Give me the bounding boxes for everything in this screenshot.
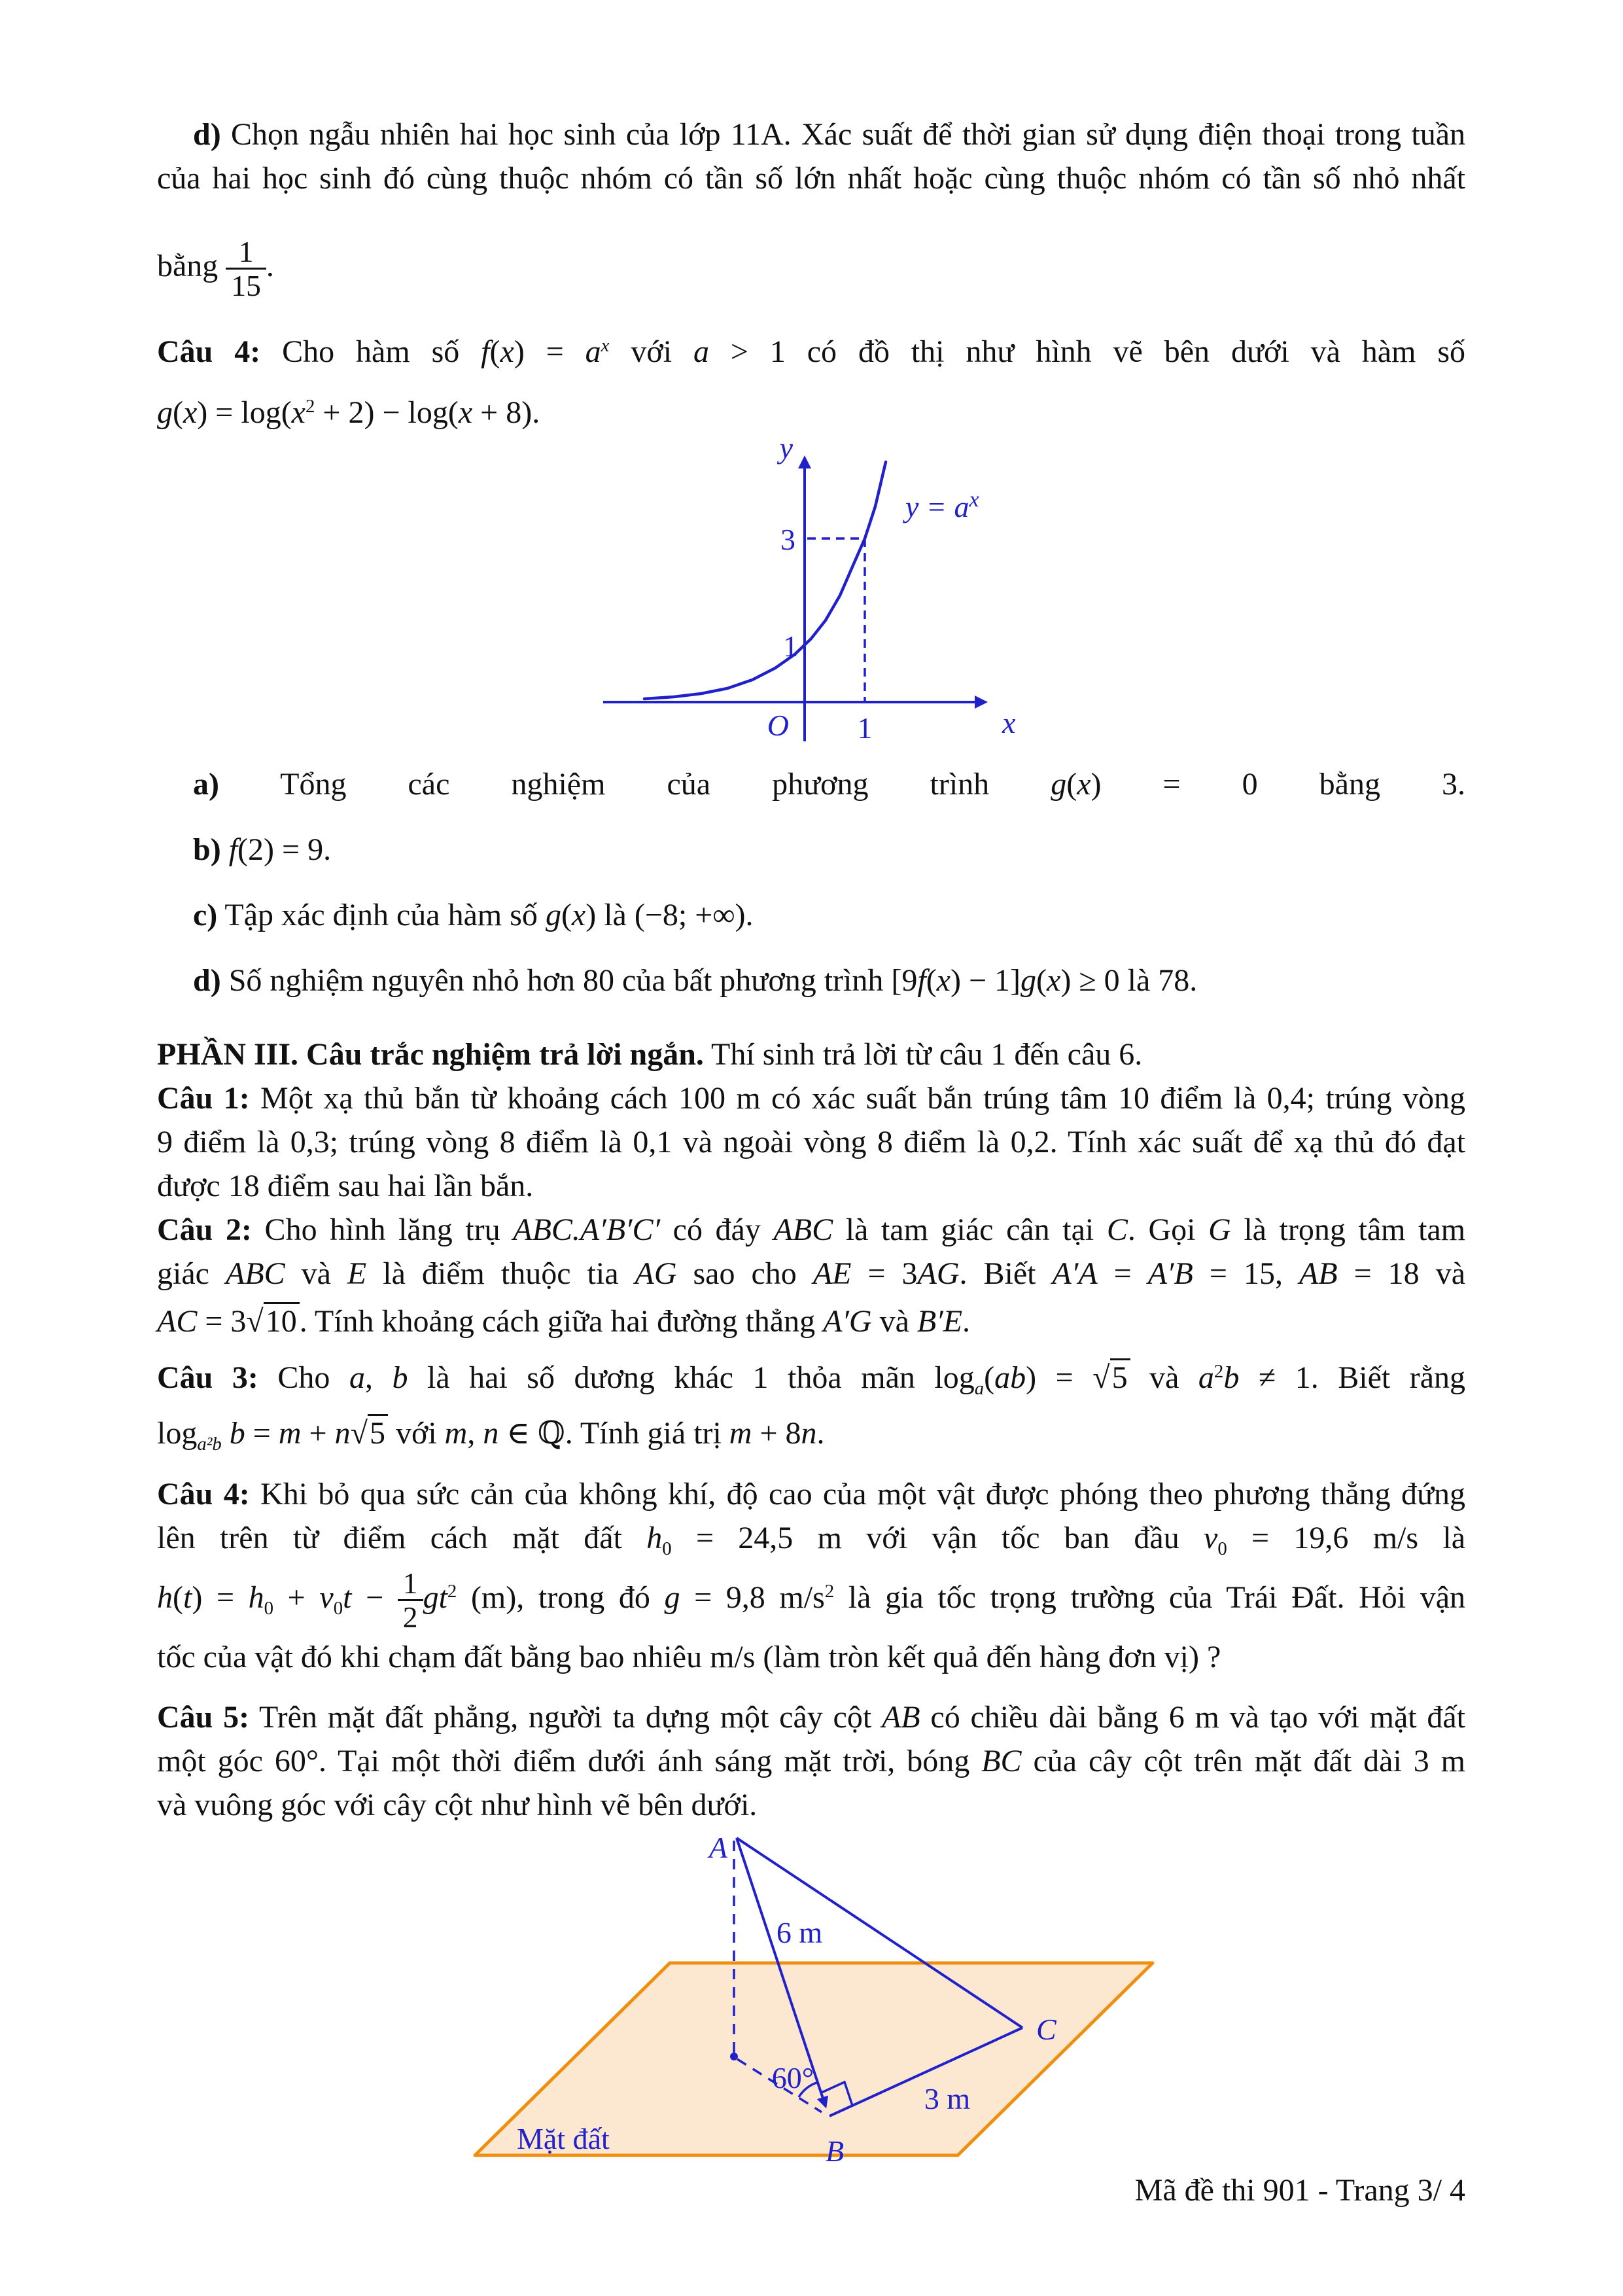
text-segment: 2	[305, 396, 315, 417]
item-a	[157, 759, 1465, 810]
text-segment: g	[1021, 963, 1037, 998]
square-root: √5	[351, 1414, 388, 1451]
text-segment: + 8).	[472, 395, 540, 430]
text-segment: Thí sinh trả lời từ câu 1 đến câu 6.	[703, 1037, 1143, 1072]
curve-equation-label	[903, 487, 979, 523]
item-c	[157, 890, 1465, 941]
text-segment: Khi bỏ qua sức cản của không khí, độ cao của một vật được phóng theo phương thẳng đứng	[249, 1477, 1465, 1511]
text-segment: A′A	[1052, 1256, 1098, 1291]
text-segment: h	[157, 1580, 173, 1615]
text-segment: h	[646, 1521, 663, 1555]
text-segment: có chiều dài bằng 6 m và tạo với mặt đất	[920, 1700, 1466, 1735]
text-segment: 0	[264, 1598, 274, 1619]
cau3-line-1	[157, 1352, 1465, 1404]
text-segment: n	[801, 1416, 817, 1451]
text-segment: x	[500, 334, 514, 369]
text-segment: và	[285, 1256, 347, 1291]
cau1-line-1	[157, 1076, 1465, 1120]
text-segment: x	[183, 395, 198, 430]
text-segment: b	[1223, 1360, 1240, 1395]
curve-equation-exponent: x	[969, 487, 979, 512]
text-segment: Chọn ngẫu nhiên hai học sinh của lớp 11A. Xác suất để thời gian sử dụng điện thoại trong tuần	[220, 117, 1465, 152]
text-segment: là điểm thuộc tia	[366, 1256, 635, 1291]
text-segment: d)	[193, 117, 221, 152]
y-axis-label: y	[779, 431, 793, 465]
text-segment: h	[248, 1580, 264, 1615]
text-segment: + 8	[752, 1416, 801, 1451]
text-segment: b	[392, 1360, 408, 1395]
text-segment: (	[1066, 767, 1077, 802]
text-segment: tốc của vật đó khi chạm đất bằng bao nhiêu m/s (làm tròn kết quả đến hàng đơn vị) ?	[157, 1640, 1221, 1674]
text-segment	[221, 832, 229, 867]
text-segment: gt	[423, 1580, 447, 1615]
exponential-curve	[644, 462, 886, 699]
text-segment: .	[816, 1416, 825, 1451]
text-segment: a	[1198, 1360, 1214, 1395]
text-segment: ) − 1]	[950, 963, 1021, 998]
text-segment: a	[349, 1360, 365, 1395]
text-segment: C	[1106, 1212, 1128, 1247]
point-C-label: C	[1036, 2013, 1056, 2046]
text-segment: của hai học sinh đó cùng thuộc nhóm có tần số lớn nhất hoặc cùng thuộc nhóm có tần số nhỏ nhất	[157, 161, 1465, 196]
text-segment: −	[351, 1580, 398, 1615]
text-segment: sao cho	[676, 1256, 813, 1291]
text-segment: G	[1208, 1212, 1231, 1247]
text-segment: A′G	[823, 1304, 872, 1339]
text-segment: f	[917, 963, 926, 998]
text-segment: b)	[193, 832, 221, 867]
text-segment: ) =	[192, 1580, 249, 1615]
cau4-part2-line-1	[157, 326, 1465, 378]
text-segment: (	[1036, 963, 1047, 998]
text-segment: Tập xác định của hàm số	[217, 898, 546, 932]
text-segment: ) = 0 bằng 3.	[1091, 767, 1465, 802]
text-segment: x	[571, 898, 586, 932]
cau4-line-3	[157, 1560, 1465, 1635]
text-segment: ) là (−8; +∞).	[585, 898, 754, 932]
text-segment: g	[664, 1580, 680, 1615]
fraction	[398, 1567, 423, 1633]
text-segment: = 3	[197, 1304, 247, 1339]
text-segment: (	[173, 395, 183, 430]
text-segment: B′E	[916, 1304, 963, 1339]
text-segment: 2	[447, 1581, 457, 1602]
cau1-line-3	[157, 1164, 1465, 1208]
text-segment: 0	[333, 1598, 343, 1619]
text-segment: a²b	[197, 1434, 222, 1455]
point-A-label: A	[708, 1831, 727, 1864]
text-segment: và	[1130, 1360, 1198, 1395]
text-segment: x	[601, 335, 610, 357]
text-segment: a	[974, 1378, 985, 1400]
text-segment: (	[926, 963, 937, 998]
text-segment: v	[319, 1580, 334, 1615]
text-segment: AB	[881, 1700, 920, 1735]
text-segment: Câu 4:	[157, 334, 261, 369]
cau2-line-3	[157, 1296, 1465, 1348]
text-segment: AB	[1299, 1256, 1338, 1291]
text-segment: d)	[193, 963, 221, 998]
text-segment: m	[444, 1416, 468, 1451]
text-segment: ,	[364, 1360, 393, 1395]
ground-label: Mặt đất	[517, 2122, 610, 2155]
text-segment: log	[157, 1416, 198, 1451]
text-segment: .	[266, 249, 274, 283]
text-segment: AG	[917, 1256, 960, 1291]
text-segment: = 19,6 m/s là	[1227, 1521, 1466, 1555]
text-segment: AE	[812, 1256, 852, 1291]
text-segment: của cây cột trên mặt đất dài 3 m	[1021, 1744, 1466, 1778]
statement-d-line-2	[157, 156, 1465, 200]
cau5-line-3	[157, 1783, 1465, 1827]
cau3-line-2	[157, 1404, 1465, 1463]
text-segment: a	[693, 334, 709, 369]
text-segment: với	[609, 334, 693, 369]
text-segment: Cho hàm số	[260, 334, 481, 369]
text-segment: AG	[635, 1256, 677, 1291]
fraction	[226, 236, 266, 302]
length-BC-label: 3 m	[924, 2082, 971, 2115]
text-segment: ≠ 1. Biết rằng	[1239, 1360, 1466, 1395]
text-segment: Câu 4:	[157, 1477, 250, 1511]
text-segment: là hai số dương khác 1 thỏa mãn log	[408, 1360, 975, 1395]
text-segment: Câu 3:	[157, 1360, 258, 1395]
text-segment: t	[183, 1580, 192, 1615]
cau4-line-2	[157, 1516, 1465, 1560]
text-segment: với	[387, 1416, 445, 1451]
text-segment: có đáy	[660, 1212, 774, 1247]
text-segment: BC	[981, 1744, 1022, 1778]
origin-label: O	[767, 709, 789, 742]
text-segment: ABC	[773, 1212, 833, 1247]
text-segment: b	[229, 1416, 245, 1451]
fraction-denominator: 2	[402, 1600, 418, 1634]
text-segment: . Biết	[959, 1256, 1053, 1291]
point-B-label: B	[825, 2134, 845, 2168]
text-segment: =	[1097, 1256, 1148, 1291]
text-segment: giác	[157, 1256, 226, 1291]
text-segment: = 15,	[1193, 1256, 1299, 1291]
item-b	[157, 824, 1465, 875]
text-segment: = 24,5 m với vận tốc ban đầu	[671, 1521, 1204, 1555]
text-segment: ABC.A′B′C′	[513, 1212, 661, 1247]
text-segment: một góc 60°. Tại một thời điểm dưới ánh sáng mặt trời, bóng	[157, 1744, 982, 1778]
text-segment: 2	[1213, 1361, 1224, 1383]
text-segment: là tam giác cân tại	[833, 1212, 1107, 1247]
pole-shadow-figure	[445, 1823, 1178, 2170]
text-segment: v	[1204, 1521, 1218, 1555]
text-segment: ab	[994, 1360, 1026, 1395]
foot-point	[730, 2053, 738, 2060]
text-segment: f	[228, 832, 238, 867]
cau5-line-1	[157, 1695, 1465, 1739]
text-segment: Một xạ thủ bắn từ khoảng cách 100 m có xác suất bắn trúng tâm 10 điểm là 0,4; trúng vòng	[249, 1081, 1466, 1116]
exponential-function-graph	[589, 431, 1047, 751]
text-segment: E	[347, 1256, 367, 1291]
text-segment: c)	[193, 898, 218, 932]
text-segment: (	[561, 898, 572, 932]
text-segment: là gia tốc trọng trường của Trái Đất. Hỏi vận	[834, 1580, 1466, 1615]
text-segment: + 2) − log(	[315, 395, 459, 430]
curve-equation-base: y = a	[905, 490, 969, 523]
text-segment: bằng	[157, 249, 226, 283]
text-segment: = 18 và	[1337, 1256, 1465, 1291]
text-segment: m	[278, 1416, 302, 1451]
text-segment: x	[1047, 963, 1061, 998]
text-segment: 9 điểm là 0,3; trúng vòng 8 điểm là 0,1 và ngoài vòng 8 điểm là 0,2. Tính xác suất để xạ thủ đó đạt	[157, 1125, 1465, 1159]
text-segment: (	[984, 1360, 995, 1395]
text-segment: +	[301, 1416, 335, 1451]
text-segment: PHẦN III. Câu trắc nghiệm trả lời ngắn.	[157, 1037, 704, 1072]
x-tick-1: 1	[857, 711, 873, 745]
cau2-line-1	[157, 1208, 1465, 1252]
page-footer: Mã đề thi 901 - Trang 3/ 4	[1134, 2173, 1465, 2208]
text-segment: . Gọi	[1127, 1212, 1209, 1247]
text-segment: Câu 5:	[157, 1700, 250, 1735]
text-segment: A′B	[1147, 1256, 1193, 1291]
text-segment: x	[936, 963, 951, 998]
text-segment: ) ≥ 0 là 78.	[1060, 963, 1198, 998]
y-tick-1: 1	[783, 629, 798, 663]
text-segment: x	[458, 395, 473, 430]
text-segment: (m), trong đó	[457, 1580, 665, 1615]
text-segment: AC	[157, 1304, 198, 1339]
text-segment: Cho	[258, 1360, 349, 1395]
cau4-line-1	[157, 1472, 1465, 1516]
text-segment: g	[1051, 767, 1067, 802]
text-segment: (2) = 9.	[237, 832, 332, 867]
text-segment: = 9,8 m/s	[680, 1580, 825, 1615]
x-axis-label: x	[1002, 706, 1016, 739]
text-segment: > 1 có đồ thị như hình vẽ bên dưới và hàm số	[708, 334, 1466, 369]
text-segment: Tổng các nghiệm của phương trình	[218, 767, 1051, 802]
length-AB-label: 6 m	[776, 1916, 823, 1949]
text-segment: n	[483, 1416, 499, 1451]
text-segment: Câu 2:	[157, 1212, 252, 1247]
text-segment: (	[173, 1580, 183, 1615]
radicand: 5	[368, 1414, 388, 1451]
statement-d-line-1	[157, 113, 1465, 156]
text-segment: Câu 1:	[157, 1081, 250, 1116]
radicand: 5	[1110, 1358, 1130, 1395]
cau1-line-2	[157, 1120, 1465, 1164]
text-segment: .	[962, 1304, 971, 1339]
text-segment: 0	[1217, 1538, 1227, 1560]
text-segment: ) = log(	[197, 395, 292, 430]
text-segment: n	[334, 1416, 351, 1451]
text-segment: a)	[193, 767, 219, 802]
text-segment: x	[1077, 767, 1091, 802]
fraction-numerator: 1	[398, 1567, 423, 1601]
y-tick-3: 3	[780, 523, 795, 556]
text-segment: (	[489, 334, 500, 369]
text-segment	[222, 1416, 230, 1451]
statement-d-line-3	[157, 224, 1465, 309]
text-segment: ∈ ℚ. Tính giá trị	[498, 1416, 729, 1451]
square-root: √10	[246, 1302, 299, 1339]
text-segment: =	[245, 1416, 279, 1451]
text-segment: Số nghiệm nguyên nhỏ hơn 80 của bất phương trình [9	[220, 963, 918, 998]
text-segment: = 3	[851, 1256, 918, 1291]
text-segment: ) =	[1026, 1360, 1093, 1395]
radicand: 10	[264, 1302, 300, 1339]
text-segment: g	[157, 395, 173, 430]
angle-60-label: 60°	[771, 2061, 814, 2094]
text-segment: được 18 điểm sau hai lần bắn.	[157, 1169, 534, 1203]
text-segment: f	[481, 334, 490, 369]
text-segment: ABC	[225, 1256, 285, 1291]
text-segment: lên trên từ điểm cách mặt đất	[157, 1521, 647, 1555]
text-segment: +	[273, 1580, 320, 1615]
item-d	[157, 955, 1465, 1006]
text-segment: và	[871, 1304, 917, 1339]
text-segment: 0	[662, 1538, 672, 1560]
text-segment: . Tính khoảng cách giữa hai đường thẳng	[299, 1304, 824, 1339]
text-segment: ) =	[514, 334, 585, 369]
part3-heading	[157, 1033, 1465, 1076]
text-segment: t	[343, 1580, 352, 1615]
fraction-numerator: 1	[226, 236, 266, 270]
fraction-denominator: 15	[231, 269, 261, 303]
cau4-line-4	[157, 1635, 1465, 1679]
text-segment: ,	[467, 1416, 483, 1451]
text-segment: x	[291, 395, 305, 430]
text-segment: 2	[824, 1581, 835, 1602]
square-root: √5	[1092, 1358, 1130, 1395]
text-segment: g	[545, 898, 561, 932]
cau2-line-2	[157, 1252, 1465, 1296]
text-segment: a	[585, 334, 601, 369]
cau5-line-2	[157, 1739, 1465, 1783]
text-segment: m	[729, 1416, 752, 1451]
text-segment: và vuông góc với cây cột như hình vẽ bên dưới.	[157, 1788, 758, 1822]
text-segment: là trọng tâm tam	[1230, 1212, 1466, 1247]
text-segment: Trên mặt đất phẳng, người ta dựng một cây cột	[249, 1700, 882, 1735]
text-segment: Cho hình lăng trụ	[251, 1212, 514, 1247]
